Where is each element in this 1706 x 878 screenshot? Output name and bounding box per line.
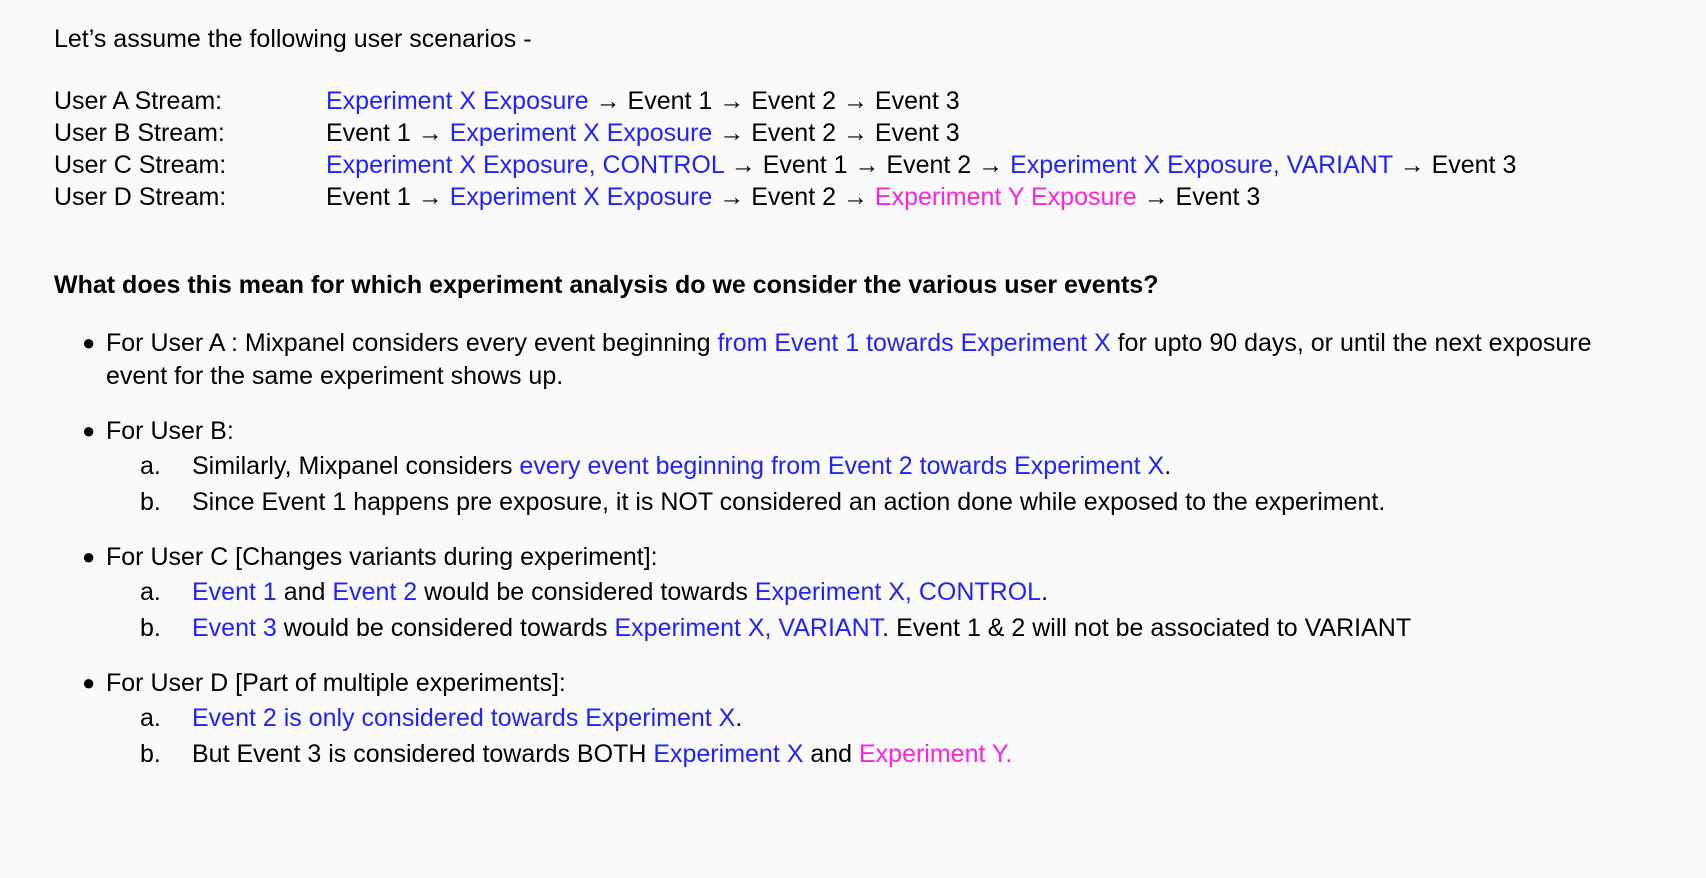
- intro-paragraph: Let’s assume the following user scenarios -: [54, 25, 532, 53]
- sub-list-text: [192, 576, 1670, 610]
- sub-list-item: [54, 702, 1670, 736]
- sub-list-item: [54, 450, 1670, 484]
- stream-segment: Event 1: [326, 182, 411, 211]
- sub-segment: Event 2 is only considered towards Experiment X: [192, 704, 736, 732]
- user-stream-chain: [326, 85, 1670, 117]
- bullet-line: [54, 415, 1670, 448]
- bullet-segment: For User B:: [106, 417, 234, 445]
- list-item: [54, 667, 1670, 771]
- sub-list-item: [54, 486, 1670, 520]
- list-item: [54, 327, 1670, 393]
- stream-segment: Event 2: [751, 86, 836, 115]
- list-item: [54, 541, 1670, 645]
- stream-segment: Experiment X Exposure, VARIANT: [1010, 150, 1393, 179]
- sub-segment: Since Event 1 happens pre exposure, it is NOT considered an action done while exposed to the experiment.: [192, 487, 1386, 516]
- user-stream-row: [54, 181, 1670, 213]
- stream-segment: →: [847, 150, 887, 179]
- user-stream-row: [54, 85, 1670, 117]
- sub-list-marker: b.: [140, 487, 161, 516]
- user-stream-row: [54, 117, 1670, 149]
- sub-segment: Event 3: [192, 613, 277, 642]
- bullet-line: [54, 667, 1670, 700]
- sub-segment: and: [803, 739, 859, 768]
- bullet-line: [54, 327, 1670, 393]
- sub-segment: .: [735, 704, 743, 732]
- bullet-segment: For User D [Part of multiple experiments]:: [106, 669, 566, 697]
- sub-segment: .: [1041, 578, 1049, 606]
- stream-segment: Event 2: [751, 118, 836, 147]
- stream-segment: Experiment X Exposure: [449, 182, 713, 211]
- stream-segment: Event 2: [886, 150, 972, 179]
- stream-segment: Experiment X Exposure, CONTROL: [326, 150, 724, 179]
- stream-segment: →: [1392, 150, 1432, 179]
- stream-segment: →: [836, 182, 875, 211]
- sub-list: [54, 450, 1670, 519]
- sub-segment: But Event 3 is considered towards BOTH: [192, 739, 654, 768]
- bullet-dot-icon: ●: [82, 418, 96, 443]
- sub-segment: Event 2: [332, 578, 418, 606]
- user-stream-list: [54, 85, 1670, 213]
- stream-segment: Experiment X Exposure: [326, 86, 589, 115]
- stream-segment: →: [836, 86, 875, 115]
- bullet-text: [106, 667, 1596, 700]
- stream-segment: →: [588, 86, 628, 115]
- user-stream-chain: [326, 149, 1670, 181]
- user-stream-row: [54, 149, 1670, 181]
- sub-list: [54, 576, 1670, 645]
- sub-segment: and: [276, 578, 333, 606]
- sub-list-marker: a.: [140, 452, 161, 480]
- bullet-line: [54, 541, 1670, 574]
- sub-list-marker: a.: [140, 578, 161, 606]
- stream-segment: →: [410, 118, 450, 147]
- bullet-segment: For User A : Mixpanel considers every event beginning: [106, 329, 718, 357]
- user-stream-chain: [326, 117, 1670, 149]
- bullet-text: [106, 415, 1596, 448]
- stream-segment: →: [410, 182, 450, 211]
- sub-list-item: [54, 738, 1670, 772]
- stream-segment: →: [1136, 182, 1176, 211]
- sub-segment: .: [1164, 452, 1172, 480]
- sub-segment: Experiment X: [653, 739, 804, 768]
- user-stream-label: User B Stream:: [54, 118, 225, 147]
- user-stream-label: User D Stream:: [54, 182, 227, 211]
- sub-list-item: [54, 576, 1670, 610]
- stream-segment: Experiment Y Exposure: [874, 182, 1137, 211]
- user-stream-label: User A Stream:: [54, 86, 223, 115]
- bullet-text: [106, 327, 1596, 393]
- stream-segment: Event 1: [326, 118, 411, 147]
- sub-segment: Similarly, Mixpanel considers: [192, 452, 520, 480]
- user-stream-chain: [326, 181, 1670, 213]
- list-item: [54, 415, 1670, 519]
- stream-segment: →: [723, 150, 763, 179]
- bullet-dot-icon: ●: [82, 670, 96, 695]
- bullet-text: [106, 541, 1596, 574]
- stream-segment: →: [971, 150, 1011, 179]
- stream-segment: →: [712, 118, 752, 147]
- bullet-dot-icon: ●: [82, 330, 96, 355]
- explanation-bullet-list: [54, 327, 1670, 771]
- bullet-segment: from Event 1 towards Experiment X: [717, 329, 1111, 357]
- bullet-segment: for upto 90 days, or until the next exposure event for the same experiment shows up.: [106, 329, 1592, 390]
- sub-segment: . Event 1 & 2 will not be associated to VARIANT: [882, 613, 1412, 642]
- sub-segment: Experiment X, VARIANT: [614, 613, 883, 642]
- sub-segment: Experiment Y.: [859, 739, 1013, 768]
- sub-list-marker: b.: [140, 613, 161, 642]
- sub-segment: Event 1: [192, 578, 277, 606]
- sub-list-marker: a.: [140, 704, 161, 732]
- bullet-dot-icon: ●: [82, 544, 96, 569]
- user-stream-label: User C Stream:: [54, 150, 227, 179]
- bullet-segment: For User C [Changes variants during experiment]:: [106, 543, 658, 571]
- sub-list-text: [192, 612, 1670, 646]
- sub-list: [54, 702, 1670, 771]
- sub-segment: would be considered towards: [417, 578, 755, 606]
- stream-segment: Event 3: [1431, 150, 1517, 179]
- sub-list-marker: b.: [140, 739, 161, 768]
- question-heading: What does this mean for which experiment analysis do we consider the various user events?: [54, 270, 1159, 299]
- stream-segment: Event 3: [874, 118, 960, 147]
- sub-segment: Experiment X, CONTROL: [754, 578, 1042, 606]
- stream-segment: Event 3: [874, 86, 960, 115]
- stream-segment: →: [836, 118, 875, 147]
- sub-list-text: [192, 450, 1670, 484]
- stream-segment: Event 3: [1175, 182, 1261, 211]
- sub-list-text: [192, 738, 1670, 772]
- sub-list-text: [192, 702, 1670, 736]
- stream-segment: Event 1: [627, 86, 713, 115]
- stream-segment: Event 1: [762, 150, 848, 179]
- stream-segment: Experiment X Exposure: [449, 118, 713, 147]
- sub-list-text: [192, 486, 1670, 520]
- sub-segment: every event beginning from Event 2 towards Experiment X: [519, 452, 1165, 480]
- stream-segment: Event 2: [751, 182, 836, 211]
- stream-segment: →: [712, 86, 752, 115]
- sub-list-item: [54, 612, 1670, 646]
- stream-segment: →: [712, 182, 752, 211]
- sub-segment: would be considered towards: [276, 613, 615, 642]
